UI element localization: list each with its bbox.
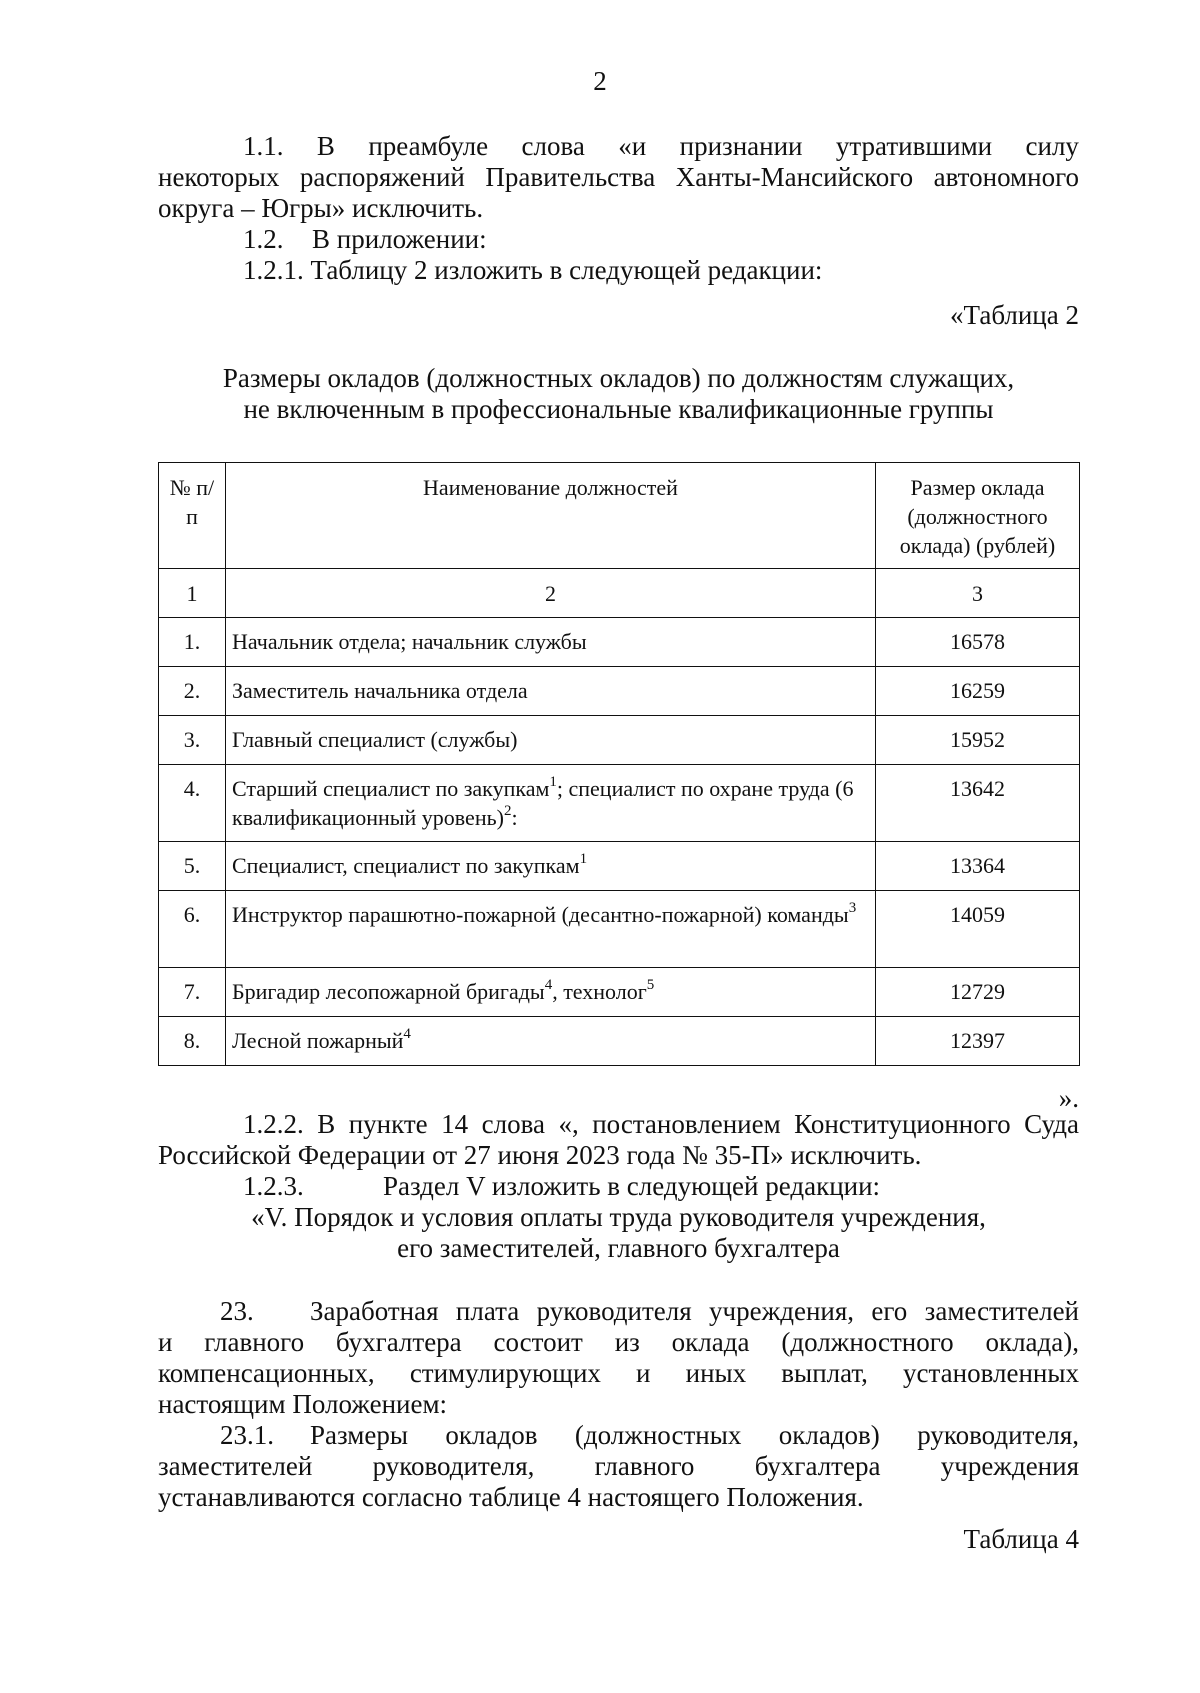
row-name-part: Старший специалист по закупкам [232,776,550,801]
footnote-ref: 1 [579,850,588,867]
column-number-row [159,569,1080,618]
row-salary: 16578 [876,618,1080,667]
row-name [226,968,876,1017]
row-salary: 13642 [876,765,1080,842]
column-number: 2 [226,569,876,618]
table-row [159,618,1080,667]
header-name: Наименование должностей [226,463,876,569]
row-num: 4. [159,765,226,842]
word: слова [521,131,585,161]
footnote-ref: 5 [646,976,655,993]
para-1-1-line-1 [243,131,1079,162]
para-1-2-text: В приложении: [312,224,487,254]
para-23-number: 23. [220,1296,254,1326]
row-name-part: Инструктор парашютно-пожарной (десантно-пожарной) команды [232,902,849,927]
footnote-ref: 1 [549,773,557,790]
table-row [159,667,1080,716]
row-name-part: , технолог [552,979,647,1004]
section-v-title-line-2: его заместителей, главного бухгалтера [397,1233,840,1263]
footnote-ref: 4 [544,976,553,993]
table-4-label: Таблица 4 [963,1524,1079,1554]
row-num: 8. [159,1017,226,1066]
word: силу [1025,131,1079,161]
para-1-2-1: 1.2.1. Таблицу 2 изложить в следующей редакции: [243,255,823,285]
table-close-quote: ». [1058,1083,1079,1113]
row-num: 2. [159,667,226,716]
table-row [159,1017,1080,1066]
row-name [226,842,876,891]
row-salary: 16259 [876,667,1080,716]
table-2-label: «Таблица 2 [950,300,1079,330]
row-salary: 14059 [876,891,1080,968]
table-row [159,968,1080,1017]
header-salary: Размер оклада (должностного оклада) (рублей) [876,463,1080,569]
table-row [159,891,1080,968]
row-name [226,765,876,842]
row-num: 7. [159,968,226,1017]
row-name-part: Специалист, специалист по закупкам [232,853,580,878]
table-row [159,765,1080,842]
row-name-part: Бригадир лесопожарной бригады [232,979,545,1004]
para-23-1-number: 23.1. [220,1420,274,1450]
table-row [159,716,1080,765]
para-1-2-3-number: 1.2.3. [243,1171,304,1201]
word: 1.1. [243,131,284,161]
para-23-line-4: настоящим Положением: [158,1389,448,1419]
para-23-line-2: и главного бухгалтера состоит из оклада (должностного оклада), [158,1327,1079,1357]
column-number: 3 [876,569,1080,618]
para-23-1-line-3: устанавливаются согласно таблице 4 настоящего Положения. [158,1482,864,1512]
row-name: Главный специалист (службы) [226,716,876,765]
row-name-part: ; специалист по охране труда (6 квалификационный уровень) [232,776,854,830]
column-number: 1 [159,569,226,618]
row-salary: 15952 [876,716,1080,765]
footnote-ref: 3 [848,899,857,916]
row-salary: 12397 [876,1017,1080,1066]
row-num: 1. [159,618,226,667]
row-name: Заместитель начальника отдела [226,667,876,716]
para-23-1-line-2: заместителей руководителя, главного бухгалтера учреждения [158,1451,1079,1481]
row-num: 6. [159,891,226,968]
row-name-part: : [511,805,518,830]
word: признании [679,131,803,161]
word: «и [618,131,647,161]
word: В [316,131,335,161]
page-number: 2 [593,66,607,96]
word: преамбуле [368,131,489,161]
para-1-1-line-2: некоторых распоряжений Правительства Ханты-Мансийского автономного [158,162,1079,192]
row-name-part: Лесной пожарный [232,1028,404,1053]
table-2-title-line-2: не включенным в профессиональные квалификационные группы [243,394,994,424]
para-23-line-3: компенсационных, стимулирующих и иных выплат, установленных [158,1358,1079,1388]
row-name [226,1017,876,1066]
table-header-row [159,463,1080,569]
footnote-ref: 4 [403,1025,411,1042]
para-1-2-3-text: Раздел V изложить в следующей редакции: [383,1171,881,1201]
row-num: 3. [159,716,226,765]
footnote-ref: 2 [503,802,512,819]
para-23-1-line-1: Размеры окладов (должностных окладов) руководителя, [310,1420,1079,1450]
para-1-2-number: 1.2. [243,224,284,254]
header-num: № п/п [159,463,226,569]
table-2-title-line-1: Размеры окладов (должностных окладов) по должностям служащих, [222,363,1015,393]
row-name [226,891,876,968]
para-1-2-2-line-1: 1.2.2. В пункте 14 слова «, постановлением Конституционного Суда [243,1109,1079,1139]
row-salary: 13364 [876,842,1080,891]
row-name: Начальник отдела; начальник службы [226,618,876,667]
para-1-1-line-3: округа – Югры» исключить. [158,193,484,223]
word: утратившими [835,131,993,161]
row-num: 5. [159,842,226,891]
para-23-line-1: Заработная плата руководителя учреждения, его заместителей [310,1296,1079,1326]
row-salary: 12729 [876,968,1080,1017]
para-1-2-2-line-2: Российской Федерации от 27 июня 2023 года № 35-П» исключить. [158,1140,922,1170]
salary-table [158,462,1080,1066]
section-v-title-line-1: «V. Порядок и условия оплаты труда руководителя учреждения, [251,1202,986,1232]
table-row [159,842,1080,891]
